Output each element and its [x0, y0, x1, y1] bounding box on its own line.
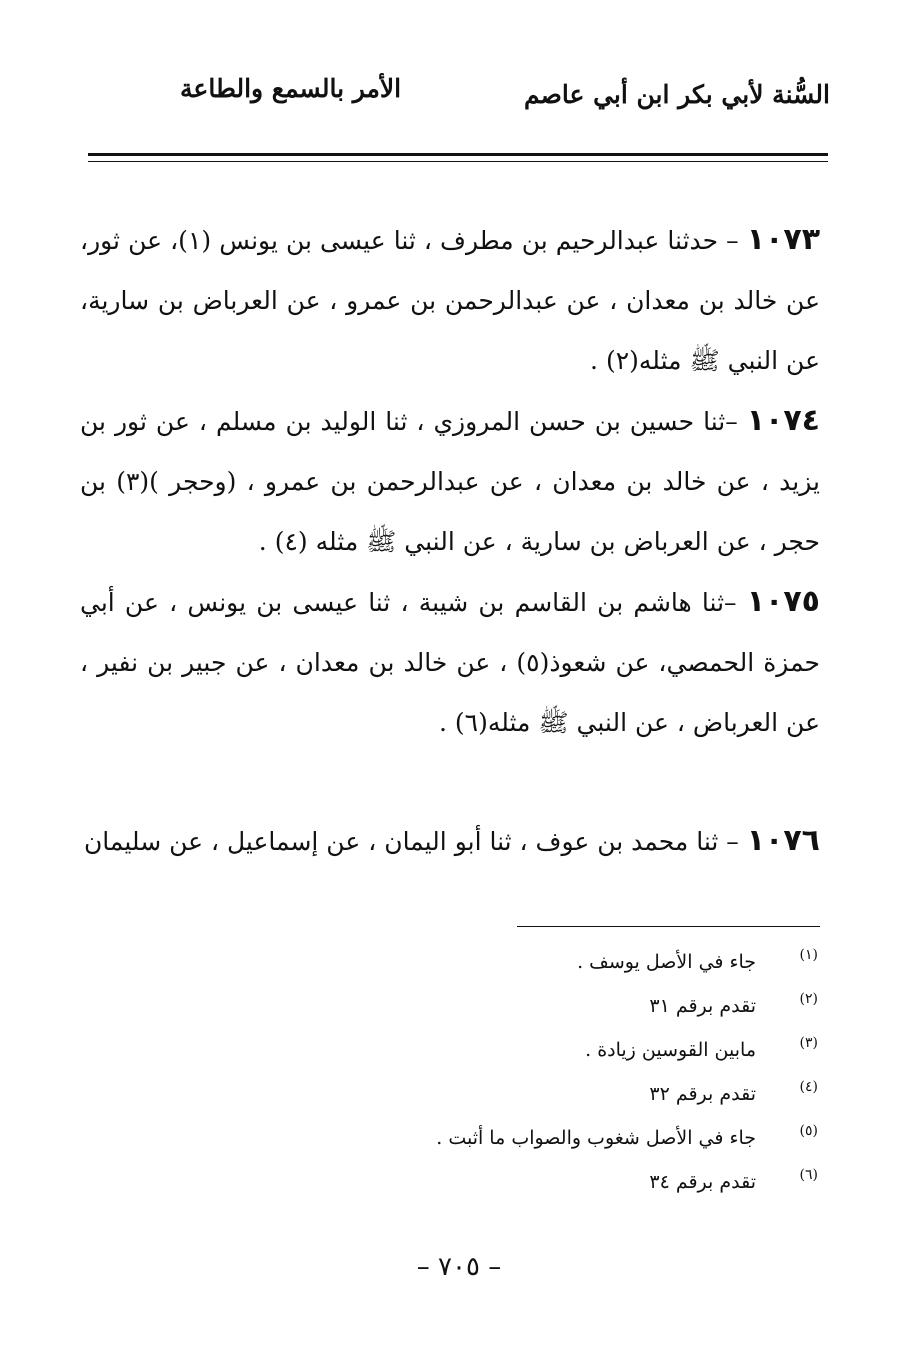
footnote-3: [318, 1028, 818, 1072]
hadith-1074: [80, 391, 820, 572]
book-title: السُّنة لأبي بكر ابن أبي عاصم: [523, 80, 830, 109]
footnote-text: جاء في الأصل يوسف .: [577, 951, 756, 973]
footnotes: [318, 940, 818, 1204]
footnote-text: جاء في الأصل شغوب والصواب ما أثبت .: [436, 1127, 756, 1149]
footnote-6: [318, 1160, 818, 1204]
hadith-text: –ثنا حسين بن حسن المروزي ، ثنا الوليد بن مسلم ، عن ثور بن يزيد ، عن خالد بن معدان ، عن عبدالرحمن بن عمرو ، (وحجر )(٣) بن حجر ، عن العرباض بن سارية ، عن النبي ﷺ مثله (٤) .: [80, 407, 820, 556]
hadith-text: – ثنا محمد بن عوف ، ثنا أبو اليمان ، عن إسماعيل ، عن سليمان: [83, 827, 739, 856]
hadith-number: ١٠٧٥: [746, 584, 820, 619]
header-rule-thick: [88, 153, 828, 156]
footnote-5: [318, 1116, 818, 1160]
footnote-marker: (٤): [799, 1079, 818, 1095]
header-rule-thin: [88, 161, 828, 162]
footnote-text: تقدم برقم ٣٤: [649, 1171, 756, 1193]
hadith-body: [80, 210, 820, 872]
footnote-1: [318, 940, 818, 984]
footnote-marker: (٢): [799, 991, 818, 1007]
footnote-separator: [517, 926, 820, 927]
page-number: – ٧٠٥ –: [416, 1252, 502, 1282]
footnote-marker: (٦): [799, 1167, 818, 1183]
chapter-title: الأمر بالسمع والطاعة: [180, 74, 402, 103]
hadith-1075: [80, 572, 820, 753]
footnote-text: تقدم برقم ٣٢: [649, 1083, 756, 1105]
footnote-marker: (١): [799, 947, 818, 963]
footnote-text: مابين القوسين زيادة .: [585, 1039, 756, 1061]
hadith-text: – حدثنا عبدالرحيم بن مطرف ، ثنا عيسى بن يونس (١)، عن ثور، عن خالد بن معدان ، عن عبدالرحمن بن عمرو ، عن العرباض بن سارية، عن النبي ﷺ مثله(٢) .: [80, 226, 820, 375]
footnote-4: [318, 1072, 818, 1116]
footnote-marker: (٣): [799, 1035, 818, 1051]
footnote-2: [318, 984, 818, 1028]
hadith-number: ١٠٧٣: [746, 222, 821, 257]
hadith-text: –ثنا هاشم بن القاسم بن شيبة ، ثنا عيسى بن يونس ، عن أبي حمزة الحمصي، عن شعوذ(٥) ، عن خالد بن معدان ، عن جبير بن نفير ، عن العرباض ، عن النبي ﷺ مثله(٦) .: [80, 588, 821, 737]
hadith-number: ١٠٧٤: [746, 403, 820, 438]
footnote-marker: (٥): [799, 1123, 818, 1139]
hadith-1076: [80, 811, 820, 872]
hadith-number: ١٠٧٦: [746, 823, 820, 858]
footnote-text: تقدم برقم ٣١: [649, 995, 756, 1017]
page-header: [80, 70, 830, 120]
hadith-1073: [80, 210, 820, 391]
